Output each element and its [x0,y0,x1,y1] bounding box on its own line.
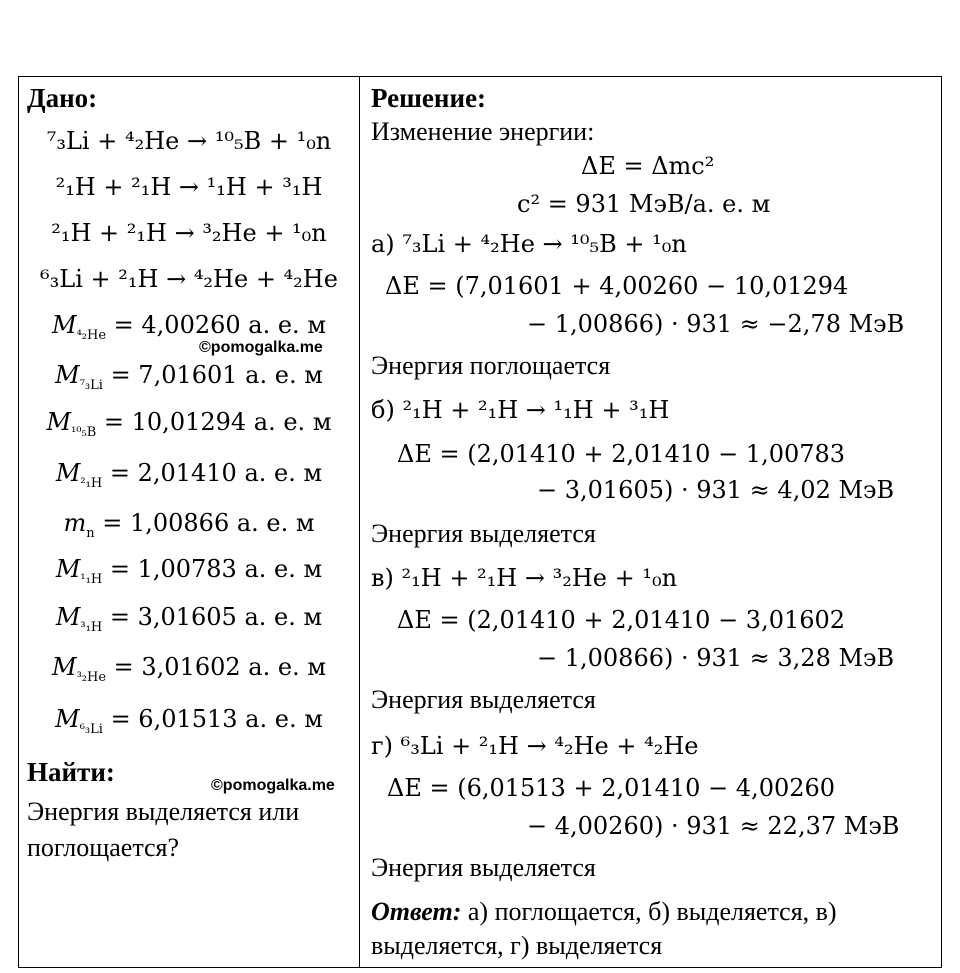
part-prefix: г) [371,732,393,760]
mass-isotope: ³₂He [76,670,107,685]
mass-symbol: M [52,311,77,339]
given-mass-row [19,355,359,406]
mass-value: = 2,01410 а. е. м [109,459,323,487]
mass-isotope: ⁷₃Li [79,378,103,393]
part-b-reaction [371,391,669,429]
part-prefix: б) [371,396,395,424]
given-mass-row [19,453,359,504]
mass-symbol: M [55,361,80,389]
given-column [19,77,359,967]
formula-c-squared: c² = 931 МэВ/а. е. м [517,190,771,218]
column-divider [359,77,360,967]
given-mass-row [19,699,359,750]
find-text-line-1: Энергия выделяется или [27,797,300,826]
given-mass-row [19,597,359,648]
part-c-line-1: ΔE = (2,01410 + 2,01410 − 3,01602 [397,606,846,634]
part-d-reaction [371,727,698,765]
solution-table [18,76,942,968]
part-a-verdict: Энергия поглощается [371,351,611,380]
mass-isotope: ¹⁰₅B [71,425,97,440]
mass-isotope: ⁶₃Li [79,722,103,737]
given-header: Дано: [27,83,98,113]
part-prefix: в) [371,564,394,592]
answer-line-2: выделяется, г) выделяется [371,931,663,960]
mass-symbol: M [55,459,81,487]
given-mass-row [19,549,359,600]
watermark: ©pomogalka.me [199,339,323,356]
part-b-line-1: ΔE = (2,01410 + 2,01410 − 1,00783 [397,440,846,468]
part-a-line-1: ΔE = (7,01601 + 4,00260 − 10,01294 [385,272,849,300]
given-reaction-2: ²₁H + ²₁H → ¹₁H + ³₁H [55,173,323,201]
watermark: ©pomogalka.me [211,777,335,794]
answer-line-1 [371,895,837,929]
mass-isotope: ³₁H [80,620,103,635]
part-a-reaction [371,225,687,263]
answer-label: Ответ: [371,897,462,926]
mass-value: = 1,00783 а. е. м [109,555,323,583]
given-reaction-3: ²₁H + ²₁H → ³₂He + ¹₀n [51,219,327,247]
find-header: Найти: [27,757,115,787]
solution-column [361,77,941,967]
mass-value: = 4,00260 а. е. м [113,311,326,339]
part-b-line-2: − 3,01605) · 931 ≈ 4,02 МэВ [537,476,895,504]
mass-symbol: M [52,653,77,681]
given-mass-row [19,402,359,453]
answer-text: а) поглощается, б) выделяется, в) [461,897,837,926]
reaction: ⁷₃Li + ⁴₂He → ¹⁰₅B + ¹₀n [402,230,687,258]
part-prefix: а) [371,230,395,258]
given-reaction-4: ⁶₃Li + ²₁H → ⁴₂He + ⁴₂He [40,265,338,293]
solution-header: Решение: [371,83,486,113]
part-d-line-2: − 4,00260) · 931 ≈ 22,37 МэВ [527,812,900,840]
mass-value: = 1,00866 а. е. м [102,509,315,537]
find-text-line-2: поглощается? [27,833,180,862]
part-b-verdict: Энергия выделяется [371,519,596,548]
part-d-line-1: ΔE = (6,01513 + 2,01410 − 4,00260 [387,774,836,802]
mass-value: = 6,01513 а. е. м [110,705,323,733]
mass-value: = 3,01605 а. е. м [109,603,323,631]
mass-isotope: ²₁H [80,476,103,491]
reaction: ²₁H + ²₁H → ³₂He + ¹₀n [401,564,678,592]
mass-symbol: M [55,705,80,733]
mass-isotope: ¹₁H [80,572,103,587]
part-d-verdict: Энергия выделяется [371,853,596,882]
reaction: ²₁H + ²₁H → ¹₁H + ³₁H [402,396,670,424]
mass-isotope: n [86,526,95,541]
part-c-line-2: − 1,00866) · 931 ≈ 3,28 МэВ [537,644,895,672]
mass-value: = 3,01602 а. е. м [113,653,326,681]
mass-symbol: M [46,408,72,436]
part-c-reaction [371,559,677,597]
mass-isotope: ⁴₂He [76,328,107,343]
mass-symbol: M [55,555,81,583]
mass-value: = 10,01294 а. е. м [103,408,332,436]
mass-symbol: M [55,603,81,631]
mass-symbol: m [63,509,87,537]
given-mass-row [19,503,359,554]
given-reaction-1: ⁷₃Li + ⁴₂He → ¹⁰₅B + ¹₀n [46,127,332,155]
formula-energy: ΔE = Δmc² [581,152,715,180]
reaction: ⁶₃Li + ²₁H → ⁴₂He + ⁴₂He [400,732,699,760]
solution-intro: Изменение энергии: [371,117,595,146]
given-mass-row [19,647,359,698]
mass-value: = 7,01601 а. е. м [110,361,323,389]
part-c-verdict: Энергия выделяется [371,685,596,714]
part-a-line-2: − 1,00866) · 931 ≈ −2,78 МэВ [527,310,905,338]
